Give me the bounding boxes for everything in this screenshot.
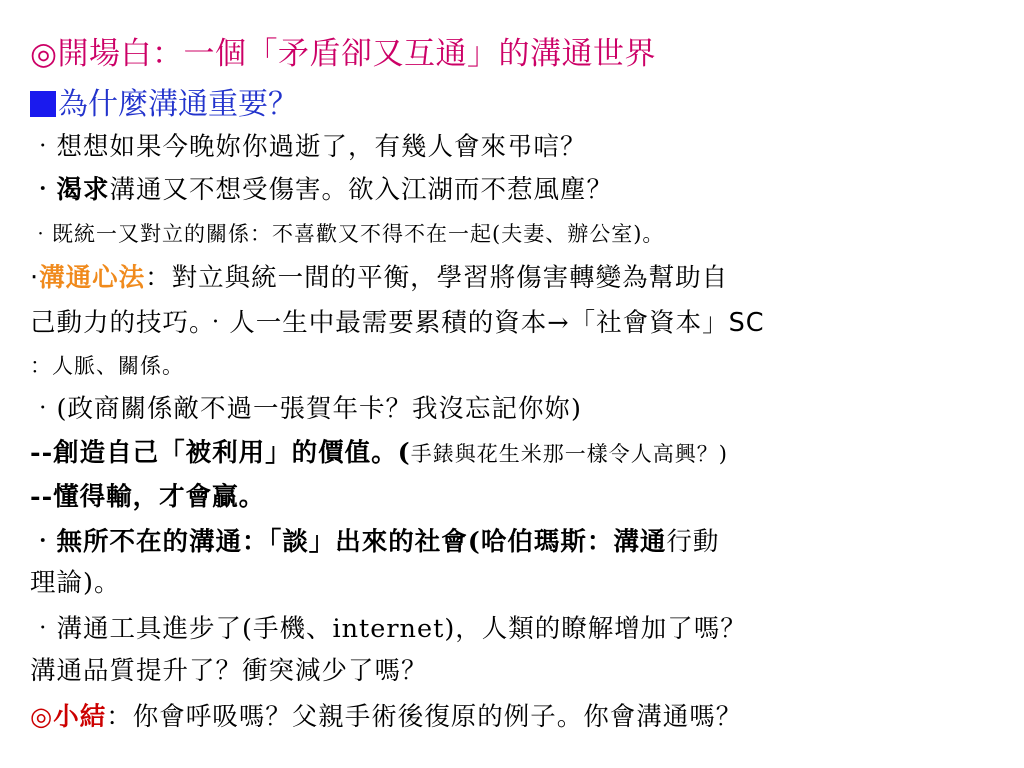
line-8-small: 手錶與花生米那一樣令人高興？) [410, 442, 728, 466]
line-10 [30, 522, 719, 558]
line-3: ‧既統一又對立的關係：不喜歡又不得不在一起(夫妻、辦公室)。 [30, 222, 665, 246]
line-7: ‧(政商關係敵不過一張賀年卡？我沒忘記你妳) [30, 394, 582, 424]
heart-method-highlight: 溝通心法 [39, 263, 146, 293]
line-2-bold: ‧渴求 [30, 175, 110, 205]
line-10-end: 行動 [666, 527, 720, 557]
slide-subtitle [30, 79, 298, 123]
line-4-text: ：對立與統一間的平衡，學習將傷害轉變為幫助自 [145, 263, 729, 293]
line-5-text: 己動力的技巧。‧人一生中最需要累積的資本→「社會資本」 [30, 308, 729, 338]
subtitle-text: 為什麼溝通重要？ [58, 87, 298, 122]
sc-abbrev: SC [728, 308, 765, 338]
summary-text: ：你會呼吸嗎？父親手術後復原的例子。你會溝通嗎？ [106, 702, 743, 732]
slide-title: ◎開場白：一個「矛盾卻又互通」的溝通世界 [30, 36, 657, 72]
square-bullet-icon [30, 91, 56, 117]
line-8-bold: --創造自己「被利用」的價值。( [30, 438, 411, 468]
line-10-bold: ‧無所不在的溝通 [30, 527, 243, 557]
line-12: ‧溝通工具進步了(手機、internet)，人類的瞭解增加了嗎？ [30, 614, 747, 644]
line-9: --懂得輸，才會贏。 [30, 482, 266, 512]
line-2 [30, 170, 613, 206]
summary-label: ◎小結 [30, 702, 107, 732]
line-4-bullet: ‧ [30, 263, 40, 293]
line-11: 理論)。 [30, 568, 121, 598]
line-4 [30, 258, 728, 294]
line-5 [30, 303, 765, 339]
line-10-mid: ：「談」出來的社會(哈伯瑪斯： [242, 527, 614, 557]
line-2-text: 溝通又不想受傷害。欲入江湖而不惹風塵？ [109, 175, 614, 205]
line-14 [30, 697, 742, 733]
line-6: ：人脈、關係。 [30, 354, 184, 378]
line-8 [30, 433, 728, 469]
line-10-comm: 溝通 [613, 527, 667, 557]
line-1: ‧想想如果今晚妳你過逝了，有幾人會來弔唁？ [30, 132, 587, 162]
line-13: 溝通品質提升了？衝突減少了嗎？ [30, 656, 428, 686]
